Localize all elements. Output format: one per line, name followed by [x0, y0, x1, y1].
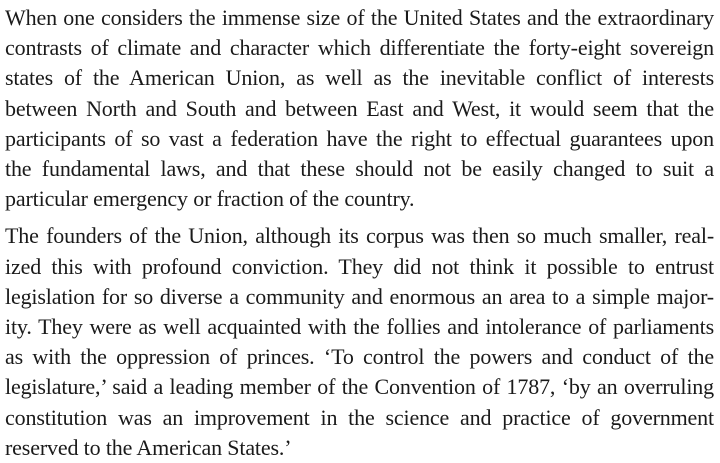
text-line: between North and South and between East and West, it would seem that the: [5, 95, 714, 121]
text-line: contrasts of climate and character which differentiate the forty-eight sovereign: [5, 35, 714, 61]
text-line: reserved to the American States.’: [5, 434, 292, 460]
text-line: the fundamental laws, and that these should not be easily changed to suit a: [5, 156, 714, 182]
text-line: The founders of the Union, although its corpus was then so much smaller, real-: [5, 223, 714, 249]
text-line: states of the American Union, as well as the inevitable conflict of interests: [5, 65, 714, 91]
text-line: ity. They were as well acquainted with the follies and intolerance of parliaments: [5, 314, 714, 340]
paragraph-2: [5, 221, 714, 463]
text-line: When one considers the immense size of the United States and the extraordinary: [5, 5, 714, 30]
text-line: particular emergency or fraction of the country.: [5, 186, 415, 212]
text-line: ized this with profound conviction. They did not think it possible to entrust: [5, 253, 714, 279]
text-line: legislature,’ said a leading member of the Convention of 1787, ‘by an overruling: [5, 374, 714, 400]
text-line: constitution was an improvement in the science and practice of government: [5, 404, 714, 430]
text-line: legislation for so diverse a community and enormous an area to a simple major-: [5, 283, 714, 309]
text-line: as with the oppression of princes. ‘To control the powers and conduct of the: [5, 344, 714, 370]
text-line: participants of so vast a federation have the right to effectual guarantees upon: [5, 125, 714, 151]
paragraph-1: [5, 0, 714, 214]
